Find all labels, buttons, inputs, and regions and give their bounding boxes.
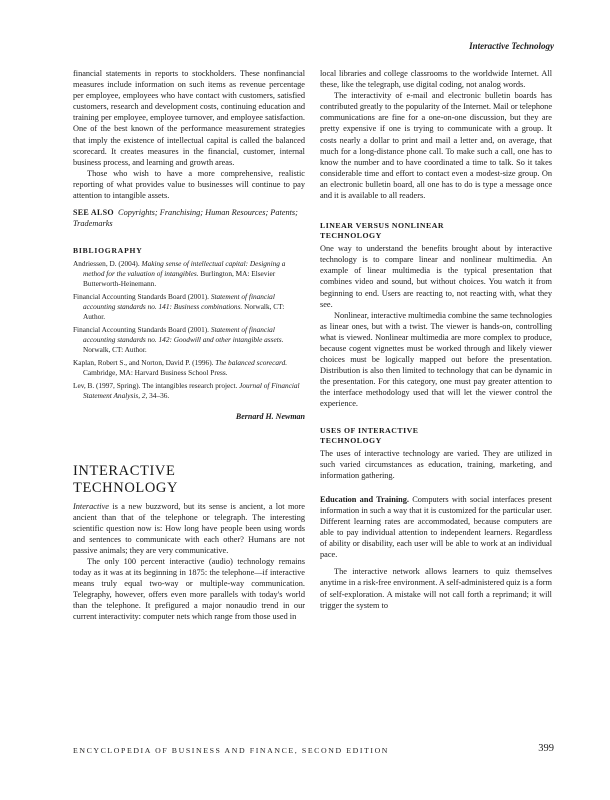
bibliography-heading: BIBLIOGRAPHY — [73, 246, 143, 256]
entry-term: Interactive — [73, 501, 109, 511]
linear-paragraph: One way to understand the benefits brought about by interactive technology is to compare linear and nonlinear multimedia. An example of linear multimedia is the typical presentation that combines video and sound, but without choices. You watch it from beginning to end. Users are reacting to, not reacting with, what they see. — [320, 244, 552, 309]
entry-title-line-1: INTERACTIVE — [73, 462, 176, 479]
entry-first-paragraph: Interactive is a new buzzword, but its sense is ancient, a lot more ancient than that of the telephone or telegraph. The interesting scientific question now is: How long have people been using words and sentences to communicate with each other? Humans are not passive animals; they are very communicative. — [73, 501, 305, 555]
section-heading-uses: USES OF INTERACTIVE TECHNOLOGY — [320, 425, 419, 445]
see-also-topics[interactable]: Copyrights; Franchising; Human Resources; Patents; Trademarks — [73, 208, 298, 229]
bibliography-entry: Lev, B. (1997, Spring). The intangibles research project. Journal of Financial Statement Analysis, 2, 34–36. — [73, 381, 300, 401]
bibliography-entry: Andriessen, D. (2004). Making sense of intellectual capital: Designing a method for the valuation of intangibles. Burlington, MA: Elsevier Butterworth-Heinemann. — [73, 259, 286, 289]
section-heading-linear: LINEAR VERSUS NONLINEAR TECHNOLOGY — [320, 221, 445, 241]
bibliography-entry: Financial Accounting Standards Board (2001). Statement of financial accounting standards no. 141: Business combinations. Norwalk, CT: Author. — [73, 292, 285, 322]
education-run-in-heading: Education and Training. — [320, 494, 409, 504]
bibliography-entry: Kaplan, Robert S., and Norton, David P. (1996). The balanced scorecard. Cambridge, MA: Harvard Business School Press. — [73, 358, 288, 378]
email-paragraph: The interactivity of e-mail and electronic bulletin boards has contributed greatly to the popularity of the Internet. Mail or telephone communications are fine for a one-on-one discussion, but they are pretty expensive if one is trying to communicate with a group. It costs nearly a dollar to print and mail a letter and, on average, that much for a long-distance phone call. To make such a call, one has to know the number and to have coordinated a time to talk. So it takes considerable time and effort to contact even a modest-size group. On an electronic bulletin board, all one has to do is type a message once and it is available to all readers. — [320, 91, 553, 201]
uses-paragraph: The uses of interactive technology are varied. They are utilized in such varied circumstances as education, training, marketing, and information gathering. — [320, 448, 552, 480]
page-number: 399 — [538, 743, 554, 754]
see-also — [73, 207, 305, 229]
bibliography-list — [73, 259, 305, 401]
continued-paragraph: local libraries and college classrooms to the worldwide Internet. All these, like the telegraph, use digital coding, not analog words. — [320, 69, 552, 90]
running-head: Interactive Technology — [469, 41, 554, 51]
intro-paragraph: financial statements in reports to stockholders. These nonfinancial measures include information on such items as revenue percentage per employee, employees who have contact with customers, satisfied customers, research and development costs, continuing education and training per employee, employee turnover, and employee satisfaction. One of the best known of the performance measurement strategies that imply the existence of intellectual capital is called the balanced scorecard. It creates measures in the financial, customer, internal business process, and learning and growth areas. — [73, 69, 305, 167]
education-paragraph: Education and Training. Computers with social interfaces present information in such a way that it is customized for the particular user. Different learning rates are accommodated, because computers are able to pay individual attention to independent learners. Regardless of ability or disability, each user will be able to work at an individual pace. — [320, 494, 552, 560]
network-paragraph: The interactive network allows learners to quiz themselves anytime in a risk-free environment. A self-administered quiz is a form of self-exploration. A mistake will not call forth a reprimand; it will trigger the system to — [320, 567, 553, 610]
right-column — [320, 68, 552, 611]
entry-second-paragraph: The only 100 percent interactive (audio) technology remains today as it was at its beginning in 1875: the telephone—if interactive means truly equal two-way or multiple-way communication. Telegraphy, however, offers even more parallels with today's world than the telephone. It prefigured a major nonaudio trend in our current interactivity: computer nets which range from those used in — [73, 556, 305, 622]
left-column — [73, 68, 305, 623]
bibliography-entry: Financial Accounting Standards Board (2001). Statement of financial accounting standards no. 142: Goodwill and other intangible assets. Norwalk, CT: Author. — [73, 325, 284, 355]
author-signature: Bernard H. Newman — [235, 412, 305, 422]
entry-title-line-2: TECHNOLOGY — [73, 479, 179, 496]
footer-book-title: ENCYCLOPEDIA OF BUSINESS AND FINANCE, SECOND EDITION — [73, 746, 390, 755]
closing-paragraph: Those who wish to have a more comprehensive, realistic reporting of what provides value to businesses will continue to pay attention to intangible assets. — [73, 168, 305, 201]
entry-title — [73, 463, 305, 497]
nonlinear-paragraph: Nonlinear, interactive multimedia combine the same technologies as linear ones, but with a twist. The viewer is hands-on, controlling what is viewed. Nonlinear multimedia are more complex to produce, because cogent vignettes must be worked through and likely viewer choices must be logically mapped out before the presentation. Distribution is also then limited to technology that can be dynamic in the presentation. For this category, one must pay greater attention to the interface methodology used that will let the viewer control the experience. — [320, 310, 552, 409]
see-also-label: SEE ALSO — [73, 208, 114, 218]
